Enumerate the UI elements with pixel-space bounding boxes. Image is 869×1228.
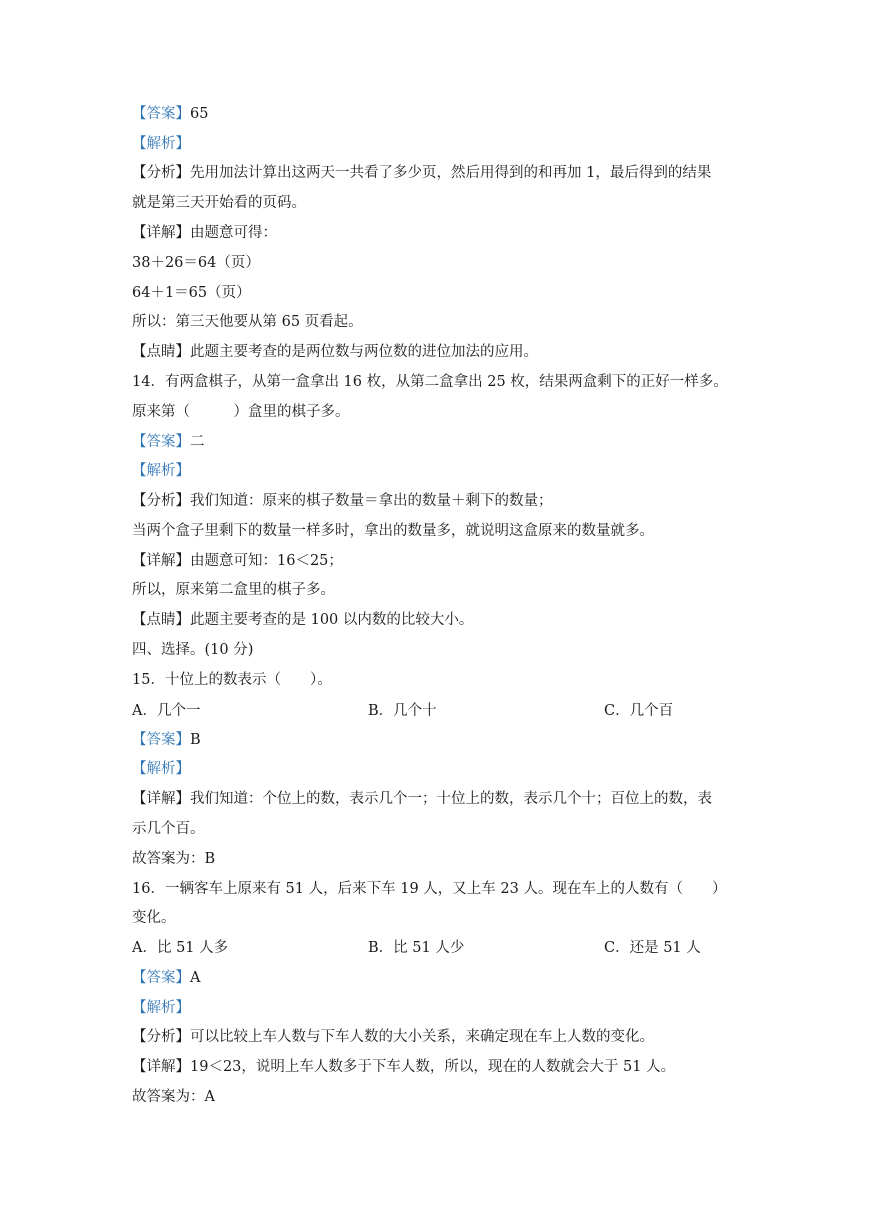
answer-value: 二 (190, 434, 205, 450)
fenxi-text: 可以比较上车人数与下车人数的大小关系，来确定现在车上人数的变化。 (190, 1029, 654, 1045)
comment-tag: 【点睛】 (132, 612, 190, 628)
q14-fenxi-cont: 当两个盒子里剩下的数量一样多时，拿出的数量多，就说明这盒原来的数量就多。 (132, 523, 654, 539)
fenxi-tag: 【分析】 (132, 493, 190, 509)
q13-fenxi (132, 163, 711, 183)
q15-analysis-tag: 【解析】 (132, 761, 190, 777)
q15-detail (132, 789, 712, 809)
option-a: A．比 51 人多 (132, 940, 229, 956)
q14-comment (132, 610, 473, 630)
q13-analysis-tag: 【解析】 (132, 136, 190, 152)
q14-question: 14．有两盒棋子，从第一盒拿出 16 枚，从第二盒拿出 25 枚，结果两盒剩下的正好一样多。 (132, 374, 728, 390)
q14-fenxi (132, 491, 553, 511)
q13-comment (132, 342, 538, 362)
q14-question-cont: 原来第（ ）盒里的棋子多。 (132, 404, 350, 420)
option-a: A．几个一 (132, 703, 201, 719)
q16-question: 16．一辆客车上原来有 51 人，后来下车 19 人，又上车 23 人。现在车上的人数有（ ） (132, 881, 727, 897)
q15-options (132, 701, 772, 721)
q13-calc-2: 64＋1＝65（页） (132, 285, 251, 301)
q13-conclusion: 所以：第三天他要从第 65 页看起。 (132, 314, 363, 330)
detail-tag: 【详解】 (132, 553, 190, 569)
q16-final: 故答案为：A (132, 1089, 215, 1105)
answer-tag: 【答案】 (132, 970, 190, 986)
q15-answer (132, 730, 201, 750)
option-b: B．几个十 (368, 703, 437, 719)
detail-text: 19＜23，说明上车人数多于下车人数，所以，现在的人数就会大于 51 人。 (190, 1059, 676, 1075)
q16-answer (132, 968, 200, 988)
comment-text: 此题主要考查的是 100 以内数的比较大小。 (190, 612, 474, 628)
q16-question-cont: 变化。 (132, 910, 176, 926)
option-c: C．几个百 (604, 703, 674, 719)
detail-tag: 【详解】 (132, 791, 190, 807)
answer-tag: 【答案】 (132, 106, 190, 122)
q15-detail-cont: 示几个百。 (132, 821, 205, 837)
q13-fenxi-cont: 就是第三天开始看的页码。 (132, 195, 306, 211)
detail-tag: 【详解】 (132, 225, 190, 241)
detail-tag: 【详解】 (132, 1059, 190, 1075)
q16-detail (132, 1057, 675, 1077)
option-c: C．还是 51 人 (604, 940, 701, 956)
q14-detail (132, 551, 343, 571)
fenxi-text: 我们知道：原来的棋子数量＝拿出的数量＋剩下的数量； (190, 493, 553, 509)
section-title: 四、选择。(10 分) (132, 642, 254, 658)
q15-final: 故答案为：B (132, 851, 216, 867)
answer-tag: 【答案】 (132, 732, 190, 748)
fenxi-tag: 【分析】 (132, 165, 190, 181)
q13-calc-1: 38＋26＝64（页） (132, 255, 260, 271)
q14-answer (132, 432, 205, 452)
q14-conclusion: 所以，原来第二盒里的棋子多。 (132, 582, 335, 598)
q13-answer (132, 104, 208, 124)
detail-text: 我们知道：个位上的数，表示几个一；十位上的数，表示几个十；百位上的数，表 (190, 791, 712, 807)
q15-question: 15．十位上的数表示（ ）。 (132, 672, 332, 688)
q13-detail (132, 223, 277, 243)
detail-text: 由题意可知：16＜25； (190, 553, 343, 569)
comment-tag: 【点睛】 (132, 344, 190, 360)
q16-analysis-tag: 【解析】 (132, 1000, 190, 1016)
answer-tag: 【答案】 (132, 434, 190, 450)
q16-fenxi (132, 1027, 654, 1047)
q16-options (132, 938, 772, 958)
option-b: B．比 51 人少 (368, 940, 465, 956)
comment-text: 此题主要考查的是两位数与两位数的进位加法的应用。 (190, 344, 538, 360)
q14-analysis-tag: 【解析】 (132, 463, 190, 479)
answer-value: B (190, 732, 201, 748)
fenxi-tag: 【分析】 (132, 1029, 190, 1045)
detail-text: 由题意可得： (190, 225, 277, 241)
answer-value: 65 (190, 106, 209, 122)
answer-value: A (190, 970, 201, 986)
fenxi-text: 先用加法计算出这两天一共看了多少页，然后用得到的和再加 1，最后得到的结果 (190, 165, 712, 181)
